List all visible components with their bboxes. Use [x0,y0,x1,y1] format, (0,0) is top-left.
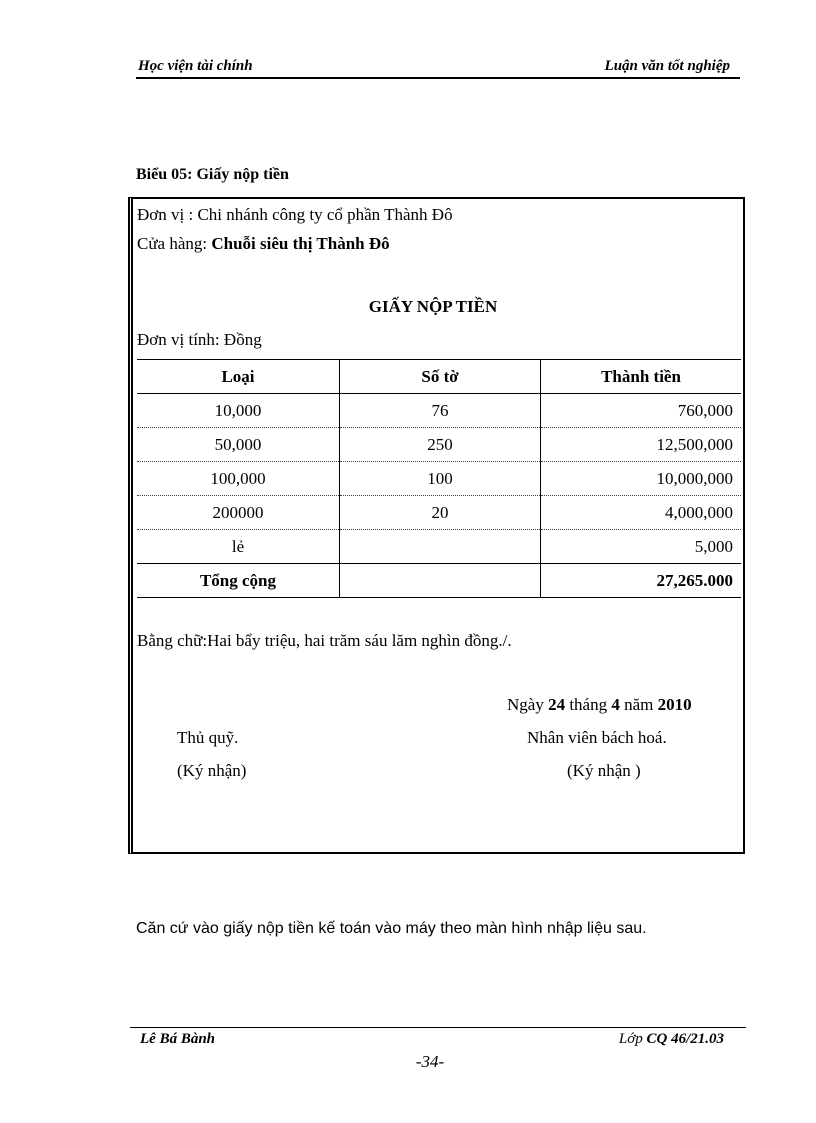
unit-label: Đơn vị : [137,205,194,224]
cell-amount: 4,000,000 [541,496,742,530]
header-amount: Thành tiền [541,360,742,394]
cell-type: lẻ [137,530,340,564]
cell-count: 100 [340,462,541,496]
table-row [137,496,741,530]
footer-class-prefix: Lớp [618,1031,643,1047]
footer-class-value: CQ 46/21.03 [646,1031,724,1047]
cell-count: 76 [340,394,541,428]
table-row [137,462,741,496]
currency-line [137,330,262,350]
currency-value: Đồng [223,330,262,349]
footer-rule [130,1027,746,1028]
table-row [137,394,741,428]
cell-count [340,530,541,564]
header-type: Loại [137,360,340,394]
cell-amount: 760,000 [541,394,742,428]
date-day: 24 [548,695,566,714]
deposit-slip-form [128,197,745,854]
header-right: Luận văn tốt nghiệp [604,58,730,74]
total-row [137,564,741,598]
unit-value: Chi nhánh công ty cổ phần Thành Đô [197,205,453,224]
cell-amount: 10,000,000 [541,462,742,496]
date-year-word: năm [624,695,654,714]
store-value: Chuỗi siêu thị Thành Đô [211,234,390,253]
table-row [137,530,741,564]
total-amount: 27,265.000 [541,564,742,598]
document-title: GIẤY NỘP TIỀN [368,297,498,316]
signer-right-note: (Ký nhận ) [567,761,641,780]
table-row [137,428,741,462]
figure-caption: Biểu 05: Giấy nộp tiền [136,166,289,183]
total-count [340,564,541,598]
cell-type: 100,000 [137,462,340,496]
footer-class [619,1031,724,1048]
cell-type: 50,000 [137,428,340,462]
header-rule [136,77,740,79]
currency-label: Đơn vị tính: [137,330,220,349]
cell-count: 250 [340,428,541,462]
denomination-table [137,359,741,598]
store-line [137,234,390,254]
store-label: Cửa hàng: [137,234,208,253]
signer-left-note: (Ký nhận) [177,761,247,780]
cell-amount: 12,500,000 [541,428,742,462]
cell-amount: 5,000 [541,530,742,564]
date-month: 4 [611,695,620,714]
date-month-word: tháng [569,695,608,714]
signer-left-title: Thủ quỹ. [177,728,239,747]
date-prefix: Ngày [507,695,544,714]
date-line [507,695,692,715]
cell-type: 200000 [137,496,340,530]
page-number: -34- [415,1052,445,1071]
unit-line [137,205,453,225]
amount-in-words: Bằng chữ:Hai bẩy triệu, hai trăm sáu lăm nghìn đồng./. [137,631,512,650]
header-count: Số tờ [340,360,541,394]
total-label: Tổng cộng [137,564,340,598]
table-header-row [137,360,741,394]
header-left: Học viện tài chính [138,58,253,74]
body-paragraph: Căn cứ vào giấy nộp tiền kế toán vào máy theo màn hình nhập liệu sau. [136,920,647,937]
footer-author: Lê Bá Bành [140,1031,216,1047]
signer-right-title: Nhân viên bách hoá. [527,728,667,747]
cell-type: 10,000 [137,394,340,428]
date-year: 2010 [657,695,692,714]
cell-count: 20 [340,496,541,530]
